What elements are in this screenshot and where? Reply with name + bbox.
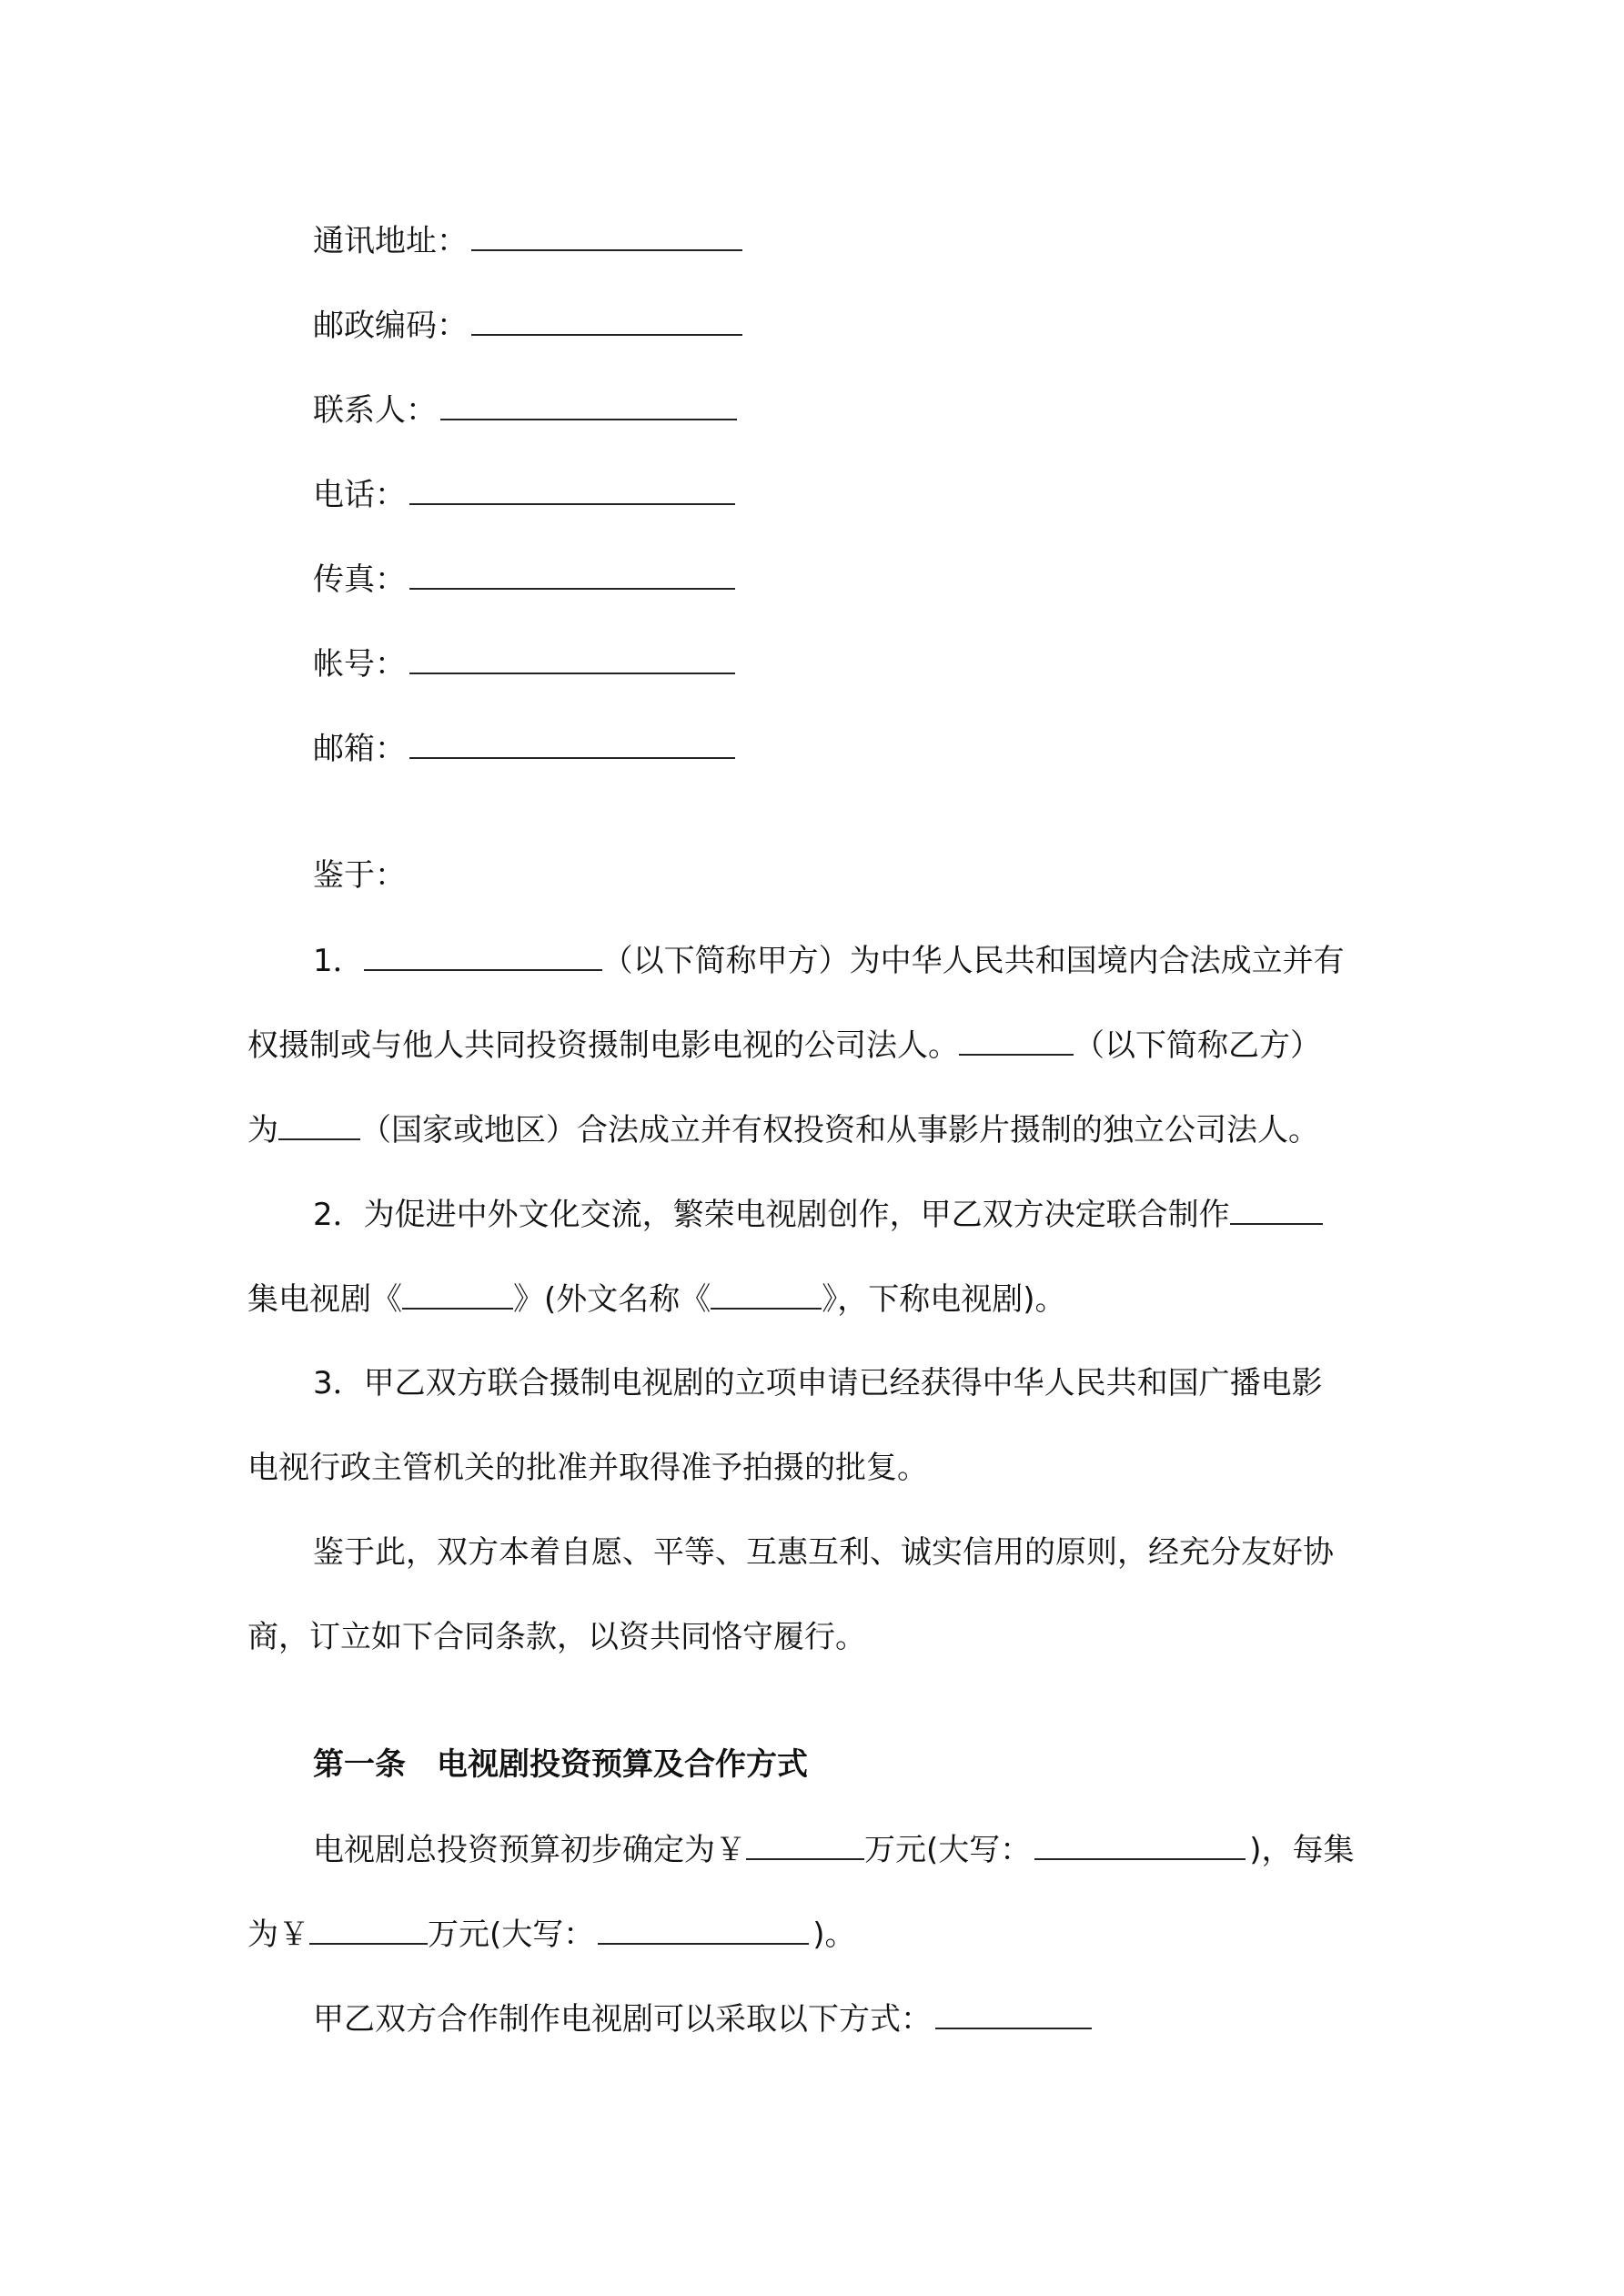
field-label: 联系人： (313, 392, 437, 429)
field-label: 邮箱： (313, 731, 406, 767)
conclusion-line-2: 商，订立如下合同条款，以资共同恪守履行。 (247, 1619, 866, 1655)
title-blank[interactable] (402, 1277, 513, 1310)
item-text: （以下简称甲方）为中华人民共和国境内合法成立并有 (601, 943, 1345, 979)
field-label: 通讯地址： (313, 223, 468, 259)
contact-row-fax (313, 557, 1459, 602)
item-text: 集电视剧《 (247, 1281, 402, 1318)
item-text: 电视剧总投资预算初步确定为￥ (313, 1832, 746, 1868)
budget-line-1 (313, 1827, 1459, 1872)
whereas-item-3-line-2: 电视行政主管机关的批准并取得准予拍摄的批复。 (247, 1450, 928, 1486)
item-text: 为 (247, 1112, 278, 1148)
email-blank[interactable] (409, 726, 735, 759)
contact-row-phone (313, 472, 1459, 517)
fax-blank[interactable] (409, 557, 735, 590)
article-1-heading (313, 1743, 1459, 1786)
whereas-item-1-line-3 (247, 1108, 1394, 1152)
contact-row-postcode (313, 303, 1459, 348)
item-text: 权摄制或与他人共同投资摄制电影电视的公司法人。 (247, 1027, 959, 1064)
item-text: )，每集 (1249, 1832, 1355, 1868)
total-budget-words-blank[interactable] (1034, 1827, 1246, 1860)
field-label: 电话： (313, 477, 406, 513)
cooperation-method-blank[interactable] (935, 1997, 1092, 2029)
contact-row-account (313, 642, 1459, 686)
field-label: 邮政编码： (313, 308, 468, 344)
contact-row-email (313, 726, 1459, 771)
whereas-item-1-line-2 (247, 1023, 1394, 1067)
address-blank[interactable] (471, 218, 742, 251)
article-title: 电视剧投资预算及合作方式 (437, 1746, 808, 1783)
contact-row-address (313, 218, 1459, 263)
item-text: 》(外文名称《 (513, 1281, 711, 1318)
cooperation-method-line (313, 1997, 1459, 2041)
budget-line-2 (247, 1912, 1394, 1957)
whereas-item-3-line-1 (313, 1361, 1459, 1405)
item-text: 为￥ (247, 1917, 309, 1953)
episodes-blank[interactable] (1230, 1192, 1323, 1225)
item-text: 甲乙双方合作制作电视剧可以采取以下方式： (313, 2001, 932, 2038)
party-b-blank[interactable] (959, 1023, 1074, 1056)
whereas-item-2-line-2 (247, 1277, 1394, 1321)
whereas-item-2-line-1 (313, 1192, 1459, 1237)
whereas-item-1-line-1 (313, 938, 1459, 983)
episode-budget-blank[interactable] (309, 1912, 428, 1945)
field-label: 传真： (313, 561, 406, 598)
item-number: 3． (313, 1365, 364, 1401)
whereas-title: 鉴于： (313, 857, 406, 894)
foreign-title-blank[interactable] (711, 1277, 822, 1310)
item-text: 万元(大写： (864, 1832, 1032, 1868)
item-text: 为促进中外文化交流，繁荣电视剧创作，甲乙双方决定联合制作 (363, 1197, 1230, 1233)
total-budget-blank[interactable] (746, 1827, 864, 1860)
item-text: （以下简称乙方） (1074, 1027, 1321, 1064)
contact-row-contact (313, 388, 1459, 432)
item-text: 甲乙双方联合摄制电视剧的立项申请已经获得中华人民共和国广播电影 (363, 1365, 1323, 1401)
contact-person-blank[interactable] (440, 388, 737, 420)
item-number: 2． (313, 1197, 364, 1233)
conclusion-line-1: 鉴于此，双方本着自愿、平等、互惠互利、诚实信用的原则，经充分友好协 (313, 1534, 1334, 1571)
field-label: 帐号： (313, 646, 406, 683)
country-blank[interactable] (278, 1108, 360, 1140)
phone-blank[interactable] (409, 472, 735, 505)
account-blank[interactable] (409, 642, 735, 674)
postcode-blank[interactable] (471, 303, 742, 336)
item-text: )。 (812, 1917, 856, 1953)
item-text: （国家或地区）合法成立并有权投资和从事影片摄制的独立公司法人。 (360, 1112, 1319, 1148)
episode-budget-words-blank[interactable] (598, 1912, 809, 1945)
item-text: 万元(大写： (428, 1917, 595, 1953)
item-number: 1． (313, 943, 364, 979)
item-text: 》，下称电视剧)。 (822, 1281, 1066, 1318)
party-a-blank[interactable] (364, 938, 602, 971)
article-number: 第一条 (313, 1746, 406, 1783)
